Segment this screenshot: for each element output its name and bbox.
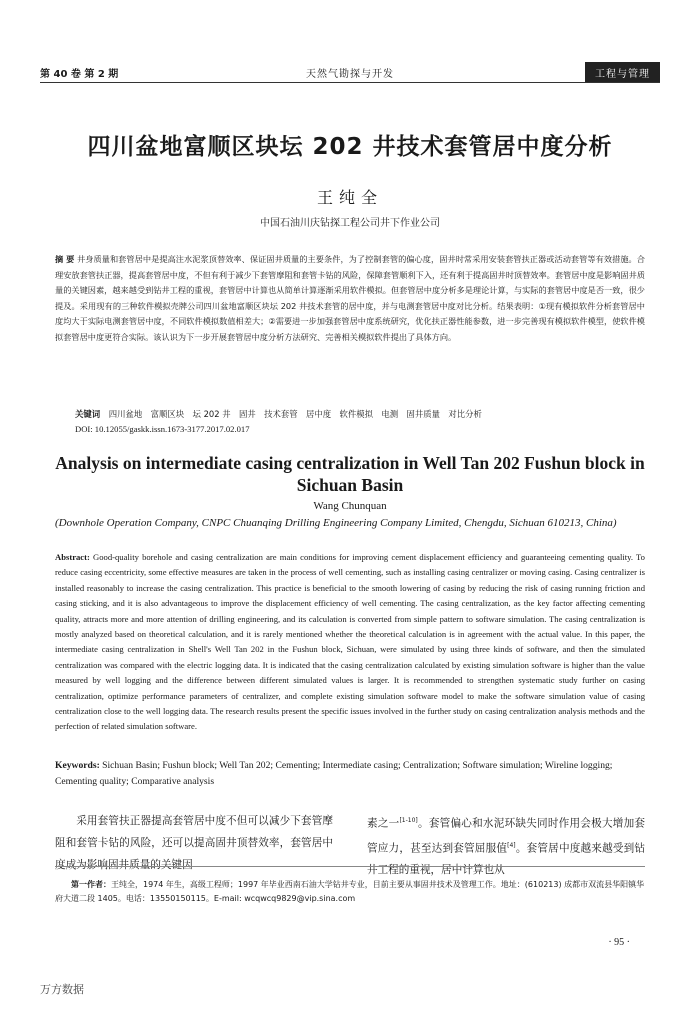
footnote-rule bbox=[55, 866, 645, 867]
section-badge: 工程与管理 bbox=[585, 62, 660, 83]
footnote-text: 王纯全，1974 年生，高级工程师；1997 年毕业西南石油大学钻井专业，目前主要从事固井技术及管理工作。地址：(610213) 成都市双流县华阳镇华府大道二段 1405。电话：13550150115。E-mail: wcqwcq9829@vip.sina.com bbox=[55, 880, 645, 903]
citation-ref-1: [1-10] bbox=[399, 817, 418, 824]
page-number: · 95 · bbox=[608, 937, 630, 948]
body-right-column bbox=[367, 810, 645, 881]
abstract-en-label: Abstract: bbox=[55, 552, 90, 562]
citation-ref-2: [4] bbox=[507, 841, 516, 849]
body-right-text-c: 。套管居中度越来越受到钻井工程的重视，居中计算也从 bbox=[367, 842, 645, 877]
body-left-column: 采用套管扶正器提高套管居中度不但可以减少下套管摩阻和套管卡钻的风险，还可以提高固井顶替效率，套管居中度成为影响固井质量的关键因 bbox=[55, 815, 333, 871]
header-rule bbox=[40, 82, 660, 83]
body-right-text-a: 素之一 bbox=[367, 817, 400, 830]
journal-name: 天然气勘探与开发 bbox=[306, 69, 394, 80]
author-cn: 王纯全 bbox=[316, 188, 383, 207]
body-right-text-b: 。套管偏心和水泥环缺失同时作用会极大增加套管应力，甚至达到套管屈服值 bbox=[367, 817, 646, 855]
keywords-cn-label: 关键词 bbox=[75, 409, 101, 419]
abstract-cn-text: 井身质量和套管居中是提高注水泥浆顶替效率、保证固井质量的主要条件，为了控制套管的偏心度，固井时常采用安装套管扶正器或活动套管等有效措施。合理安放套管扶正器，提高套管居中度，不但有利于减少下套管摩阻和套管卡钻的风险，保障套管顺利下入，还有利于提高固井时顶替效率。套管居中度是影响固井质量的关键因素，越来越受到钻井工程的重视，套管居中计算也从简单计算逐渐采用软件模拟。但套管居中度分析多是理论计算，与实际的套管居中度是否一致，很少提及。采用现有的三种软件模拟壳牌公司四川盆地富顺区块坛 202 井技术套管的居中度，并与电测套管居中度对比分析。结果表明：①现有模拟软件分析套管居中度均大于实际电测套管居中度，不同软件模拟数值相差大；②需要进一步加强套管居中度系统研究，优化扶正器性能参数，进一步完善现有模拟软件模型，使软件模拟套管居中度更符合实际。该认识为下一步开展套管居中度分析方法研究、完善相关模拟软件提出了具体方向。 bbox=[55, 254, 645, 342]
doi: DOI: 10.12055/gaskk.issn.1673-3177.2017.02.017 bbox=[75, 424, 250, 434]
abstract-en-text: Good-quality borehole and casing centralization are main conditions for improving cement displacement efficiency and guaranteeing cementing quality. To reduce casing eccentricity, some effective measures are taken in the process of well cementing, such as installing casing centralizer or moving casing. Casing centralizer is installed reasonably to increase the casing centralization. This practice is beneficial to the smooth lowering of casing by reducing the risk of casing running friction and casing sticking, and it is also advantageous to improve the displacement efficiency of well cementing. The casing centralization, as the key factor affecting cementing quality, attracts more and more attention of drilling engineering, and its calculation is converted from simple pattern to software simulation. The casing centralization is mostly analyzed based on theoretical calculation, and it is rarely mentioned whether the theoretical calculation is in agreement with the actual value. In this paper, the intermediate casing centralization in Shell's Well Tan 202 in the Fushun block, Sichuan, were simulated by using three kinds of software, and then the simulated centralization was compared with the electric logging data. It is indicated that the casing centralization calculated by existing simulation software is higher than the value measured by well logging and the difference between different simulated values is larger. It is recommended to strengthen systematic study further on casing centralization, optimize performance parameters of centralizer, and complete existing simulation software model to make the software simulation value of casing centralization close to the well logging data. The research results present the specific issues involved in the further study on casing centralization analysis methods and the perfection of related simulation software. bbox=[55, 552, 645, 732]
keywords-cn bbox=[75, 408, 645, 420]
author-footnote bbox=[55, 878, 645, 906]
keywords-cn-text: 四川盆地 富顺区块 坛 202 井 固井 技术套管 居中度 软件模拟 电测 固井质量 对比分析 bbox=[108, 409, 482, 419]
watermark: 万方数据 bbox=[40, 983, 84, 996]
paper-title-cn: 四川盆地富顺区块坛 202 井技术套管居中度分析 bbox=[87, 134, 613, 160]
affiliation-en: (Downhole Operation Company, CNPC Chuanqing Drilling Engineering Company Limited, Chengdu, Sichuan 610213, China) bbox=[55, 517, 617, 529]
affiliation-cn: 中国石油川庆钻探工程公司井下作业公司 bbox=[260, 218, 440, 229]
keywords-en bbox=[55, 758, 645, 790]
keywords-en-text: Sichuan Basin; Fushun block; Well Tan 202; Cementing; Intermediate casing; Centralization; Software simulation; Wireline logging; Cementing quality; Comparative analysis bbox=[55, 760, 613, 787]
abstract-cn bbox=[55, 252, 645, 346]
author-en: Wang Chunquan bbox=[313, 500, 387, 512]
issue-label: 第 40 卷 第 2 期 bbox=[40, 69, 119, 80]
abstract-cn-label: 摘 要 bbox=[55, 254, 75, 264]
paper-title-en: Analysis on intermediate casing centralization in Well Tan 202 Fushun block in Sichuan Basin bbox=[55, 453, 645, 495]
keywords-en-label: Keywords: bbox=[55, 760, 100, 771]
running-header bbox=[40, 62, 660, 82]
footnote-label: 第一作者： bbox=[71, 880, 111, 889]
abstract-en bbox=[55, 550, 645, 735]
